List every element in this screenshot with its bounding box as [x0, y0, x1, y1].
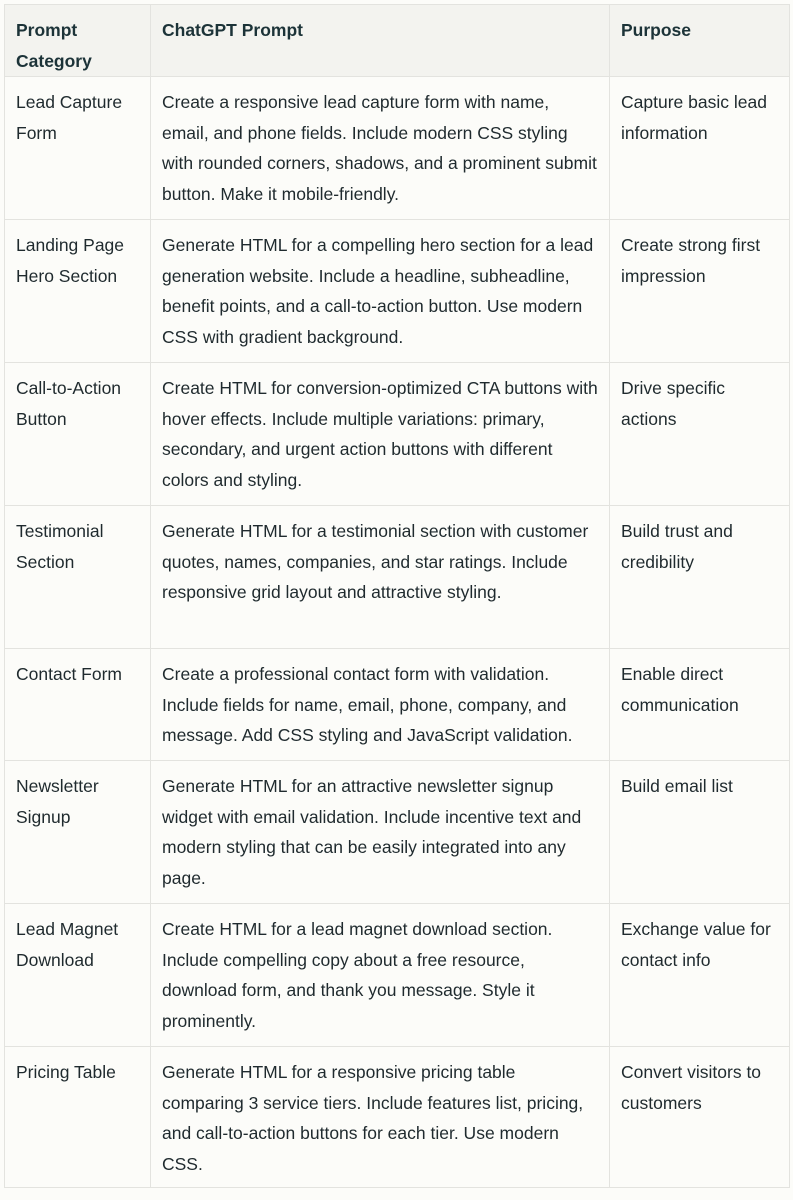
table-row	[5, 220, 790, 363]
header-purpose: Purpose	[610, 5, 790, 77]
table-row	[5, 506, 790, 649]
cell-prompt: Create HTML for conversion-optimized CTA buttons with hover effects. Include multiple variations: primary, secondary, and urgent action buttons with different colors and styling.	[151, 363, 610, 506]
table-row	[5, 77, 790, 220]
cell-prompt: Generate HTML for a responsive pricing table comparing 3 service tiers. Include features list, pricing, and call-to-action buttons for each tier. Use modern CSS.	[151, 1047, 610, 1188]
cell-category: Call-to-Action Button	[5, 363, 151, 506]
cell-category: Contact Form	[5, 649, 151, 761]
header-prompt-category: Prompt Category	[5, 5, 151, 77]
table-row	[5, 363, 790, 506]
cell-prompt: Generate HTML for a testimonial section with customer quotes, names, companies, and star ratings. Include responsive grid layout and attractive styling.	[151, 506, 610, 649]
cell-purpose: Build trust and credibility	[610, 506, 790, 649]
cell-prompt: Create a professional contact form with validation. Include fields for name, email, phone, company, and message. Add CSS styling and JavaScript validation.	[151, 649, 610, 761]
cell-purpose: Capture basic lead information	[610, 77, 790, 220]
cell-category: Pricing Table	[5, 1047, 151, 1188]
cell-purpose: Create strong first impression	[610, 220, 790, 363]
cell-prompt: Create HTML for a lead magnet download section. Include compelling copy about a free resource, download form, and thank you message. Style it prominently.	[151, 904, 610, 1047]
cell-purpose: Drive specific actions	[610, 363, 790, 506]
table-row	[5, 904, 790, 1047]
cell-purpose: Exchange value for contact info	[610, 904, 790, 1047]
cell-prompt: Generate HTML for a compelling hero section for a lead generation website. Include a headline, subheadline, benefit points, and a call-to-action button. Use modern CSS with gradient background.	[151, 220, 610, 363]
cell-prompt: Create a responsive lead capture form with name, email, and phone fields. Include modern CSS styling with rounded corners, shadows, and a prominent submit button. Make it mobile-friendly.	[151, 77, 610, 220]
cell-category: Lead Capture Form	[5, 77, 151, 220]
cell-purpose: Enable direct communication	[610, 649, 790, 761]
cell-category: Newsletter Signup	[5, 761, 151, 904]
cell-purpose: Build email list	[610, 761, 790, 904]
cell-category: Landing Page Hero Section	[5, 220, 151, 363]
cell-category: Lead Magnet Download	[5, 904, 151, 1047]
header-chatgpt-prompt: ChatGPT Prompt	[151, 5, 610, 77]
table-row	[5, 1047, 790, 1188]
cell-prompt: Generate HTML for an attractive newsletter signup widget with email validation. Include incentive text and modern styling that can be easily integrated into any page.	[151, 761, 610, 904]
cell-category: Testimonial Section	[5, 506, 151, 649]
prompt-table	[4, 4, 790, 1188]
table-row	[5, 649, 790, 761]
cell-purpose: Convert visitors to customers	[610, 1047, 790, 1188]
table-header-row	[5, 5, 790, 77]
table-row	[5, 761, 790, 904]
